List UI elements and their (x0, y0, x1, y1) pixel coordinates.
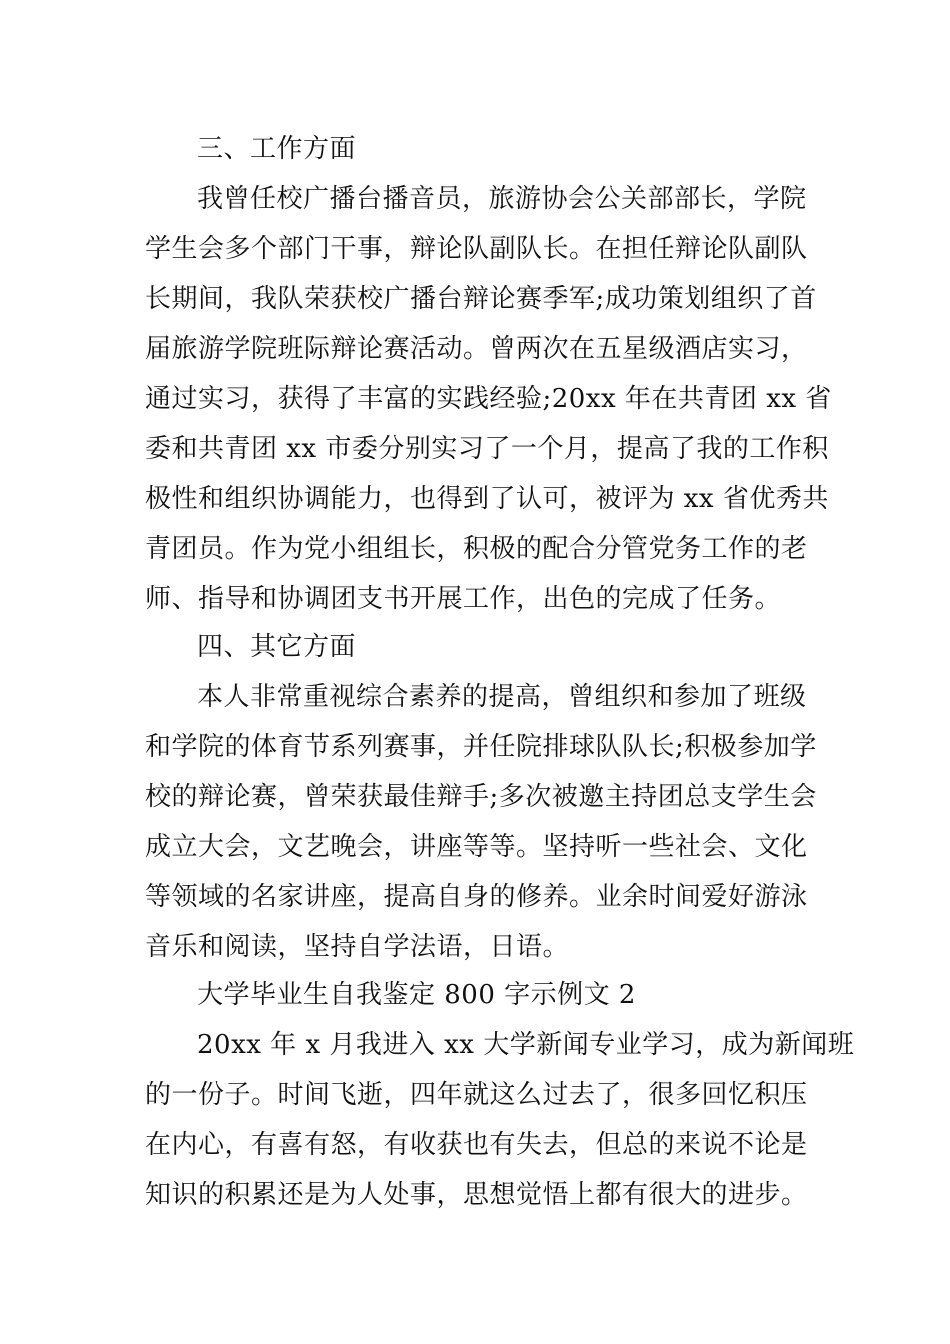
paragraph-line: 等领域的名家讲座，提高自身的修养。业余时间爱好游泳 (145, 882, 808, 912)
paragraph-line: 本人非常重视综合素养的提高，曾组织和参加了班级 (197, 682, 807, 712)
paragraph-line: 的一份子。时间飞逝，四年就这么过去了，很多回忆积压 (145, 1080, 808, 1110)
paragraph-line: 20xx 年 x 月我进入 xx 大学新闻专业学习，成为新闻班 (197, 1030, 855, 1060)
paragraph-line: 在内心，有喜有怒，有收获也有失去，但总的来说不论是 (145, 1130, 808, 1160)
section-heading-work: 三、工作方面 (197, 134, 357, 164)
paragraph-line: 委和共青团 xx 市委分别实习了一个月，提高了我的工作积 (145, 434, 829, 464)
paragraph-line: 极性和组织协调能力，也得到了认可，被评为 xx 省优秀共 (145, 484, 829, 514)
paragraph-line: 届旅游学院班际辩论赛活动。曾两次在五星级酒店实习， (145, 334, 808, 364)
paragraph-line: 校的辩论赛，曾荣获最佳辩手;多次被邀主持团总支学生会 (145, 782, 817, 812)
section-heading-other: 四、其它方面 (197, 632, 357, 662)
paragraph-line: 和学院的体育节系列赛事，并任院排球队队长;积极参加学 (145, 732, 817, 762)
article-title: 大学毕业生自我鉴定 800 字示例文 2 (197, 980, 636, 1010)
paragraph-line: 成立大会，文艺晚会，讲座等等。坚持听一些社会、文化 (145, 832, 808, 862)
paragraph-line: 通过实习，获得了丰富的实践经验;20xx 年在共青团 xx 省 (145, 384, 832, 414)
paragraph-line: 师、指导和协调团支书开展工作，出色的完成了任务。 (145, 584, 782, 614)
paragraph-line: 音乐和阅读，坚持自学法语，日语。 (145, 932, 570, 962)
paragraph-line: 长期间，我队荣获校广播台辩论赛季军;成功策划组织了首 (145, 284, 817, 314)
paragraph-line: 学生会多个部门干事，辩论队副队长。在担任辩论队副队 (145, 234, 808, 264)
paragraph-line: 青团员。作为党小组组长，积极的配合分管党务工作的老 (145, 534, 808, 564)
paragraph-line: 知识的积累还是为人处事，思想觉悟上都有很大的进步。 (145, 1180, 808, 1210)
paragraph-line: 我曾任校广播台播音员，旅游协会公关部部长，学院 (197, 184, 807, 214)
